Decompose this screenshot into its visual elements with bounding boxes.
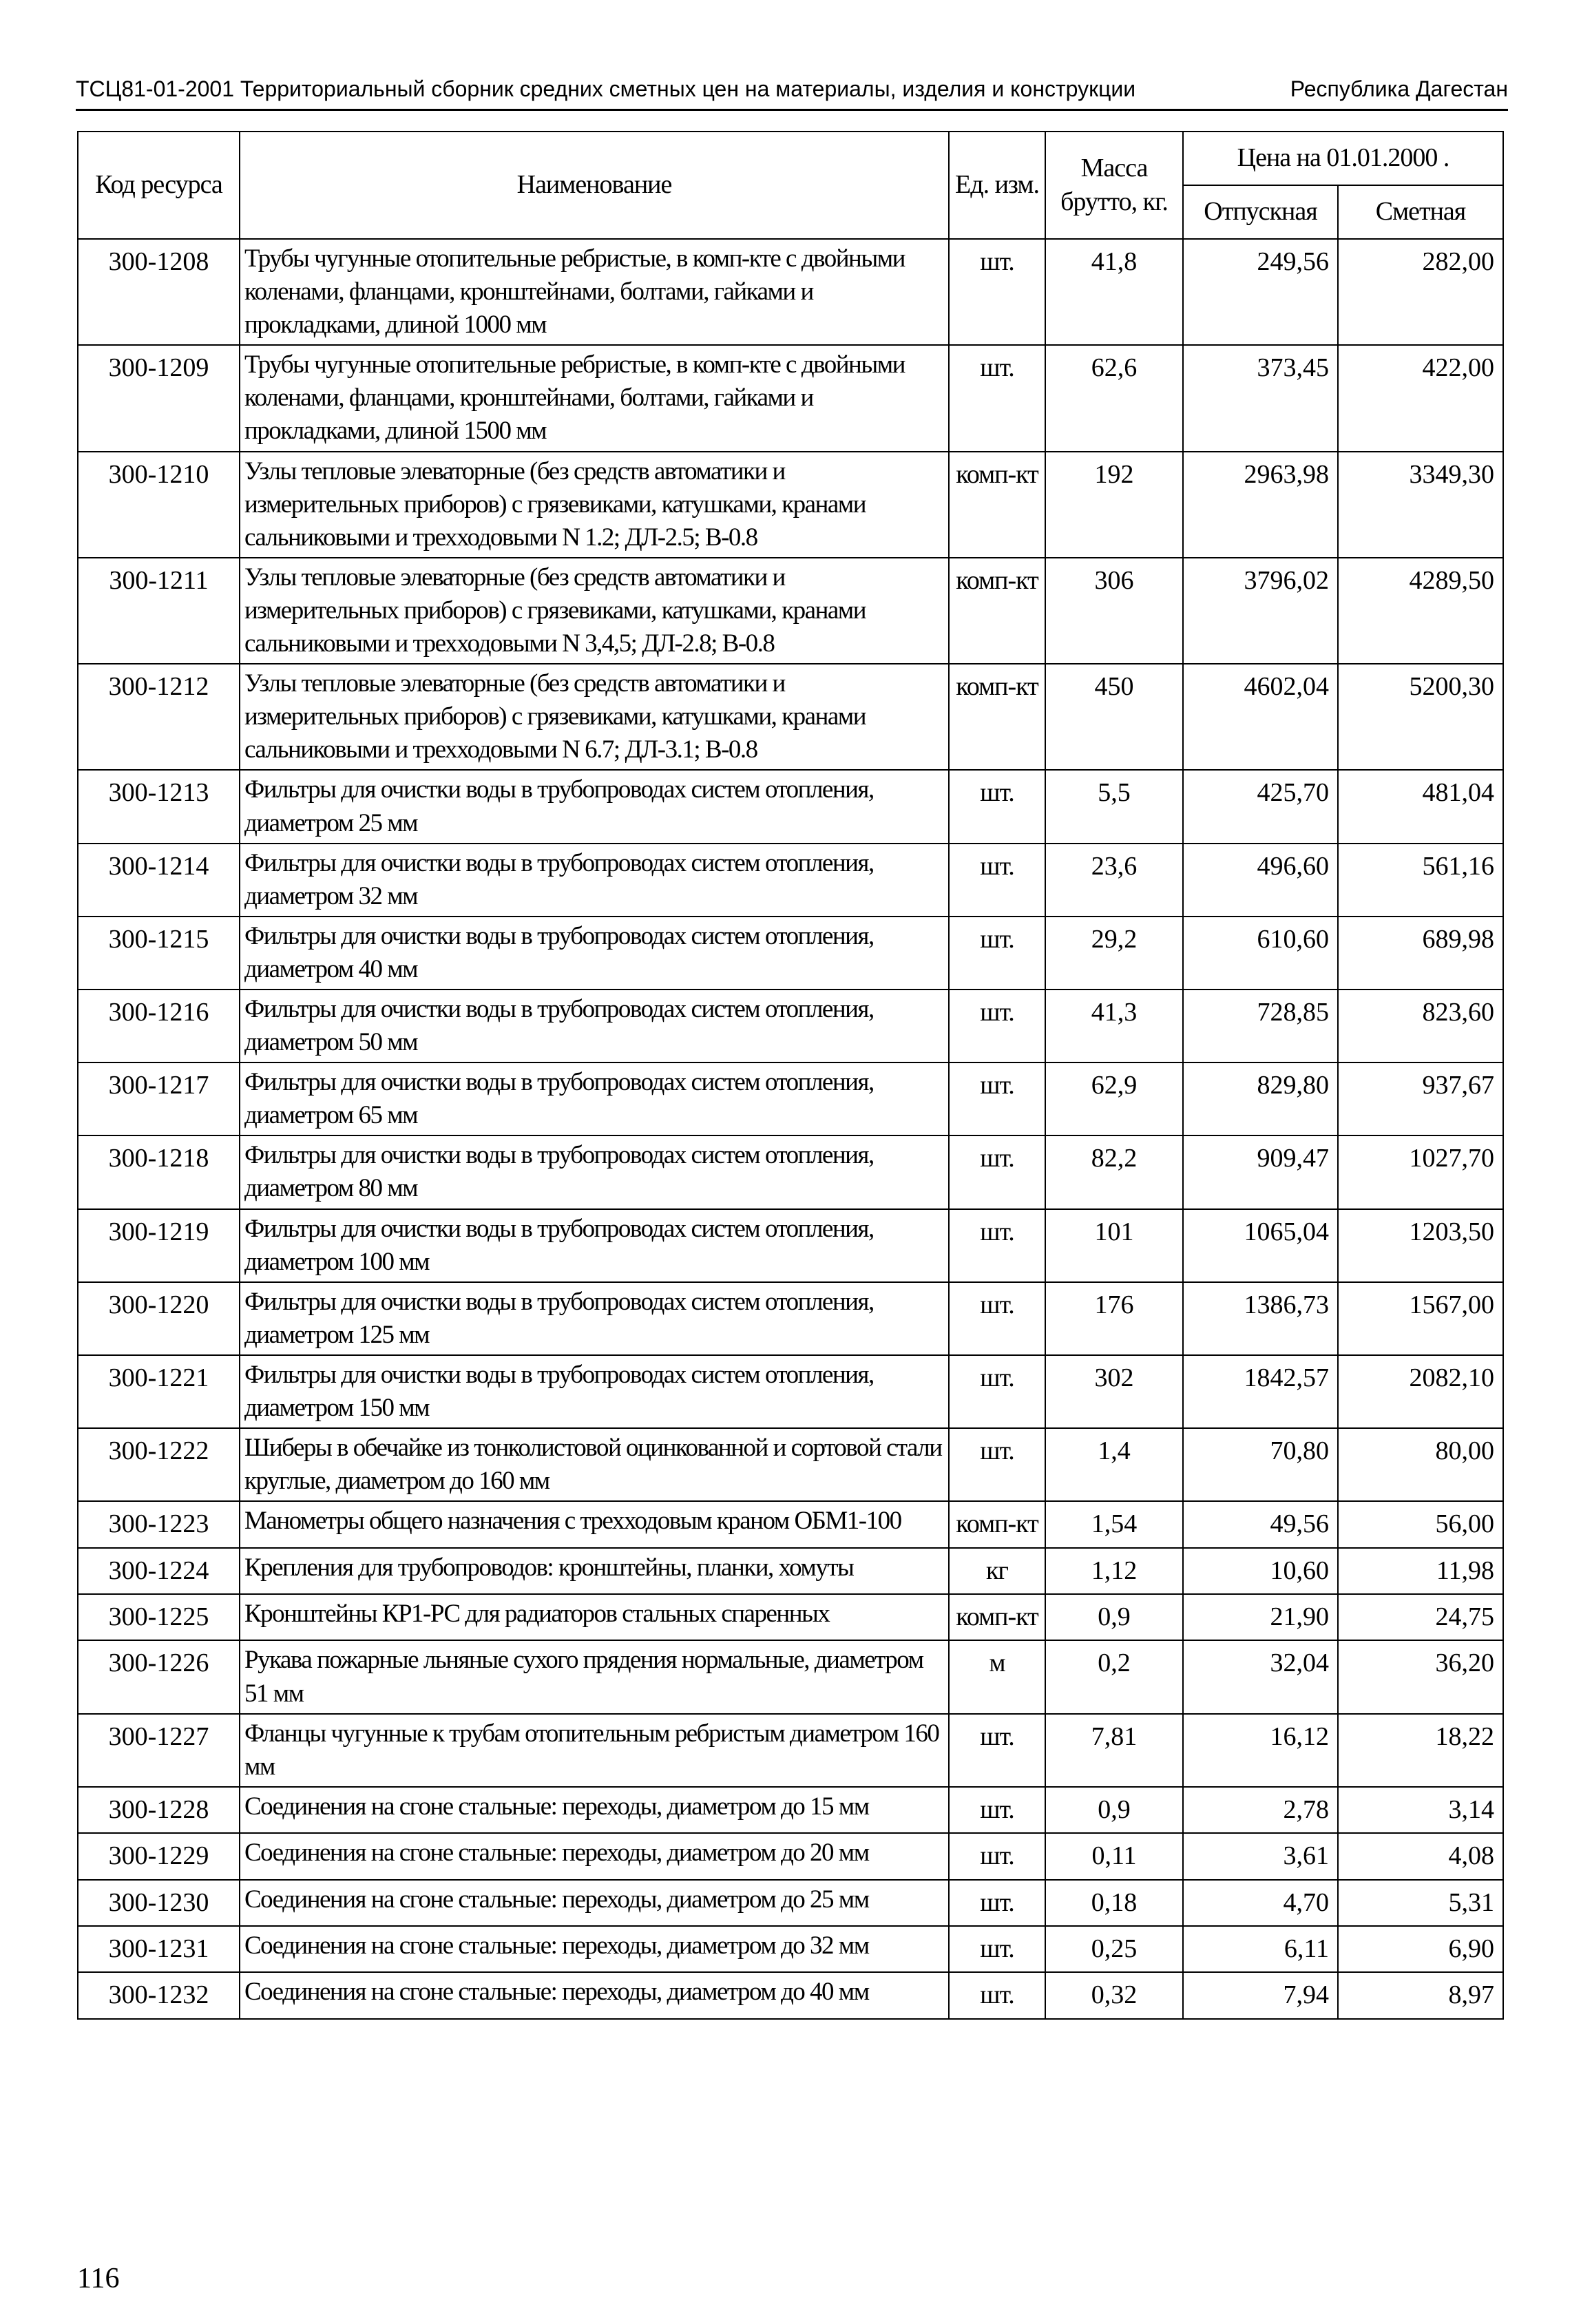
release-price: 21,90 [1183, 1594, 1338, 1640]
gross-mass: 0,18 [1045, 1880, 1183, 1926]
release-price: 496,60 [1183, 844, 1338, 917]
resource-code: 300-1231 [78, 1926, 240, 1972]
resource-code: 300-1208 [78, 239, 240, 345]
unit-of-measure: шт. [949, 1714, 1045, 1787]
release-price: 10,60 [1183, 1548, 1338, 1594]
table-row [78, 345, 1503, 451]
resource-code: 300-1221 [78, 1355, 240, 1428]
resource-name: Фильтры для очистки воды в трубопроводах систем отопления, диаметром 50 мм [240, 990, 949, 1062]
table-row [78, 1548, 1503, 1594]
unit-of-measure: кг [949, 1548, 1045, 1594]
resource-code: 300-1217 [78, 1062, 240, 1135]
gross-mass: 176 [1045, 1282, 1183, 1355]
resource-name: Трубы чугунные отопительные ребристые, в комп-кте с двойными коленами, фланцами, кронштейнами, болтами, гайками и прокладками, длиной 1000 мм [240, 239, 949, 345]
table-row [78, 1833, 1503, 1879]
table-row [78, 770, 1503, 843]
resource-code: 300-1212 [78, 664, 240, 770]
release-price: 425,70 [1183, 770, 1338, 843]
table-row [78, 917, 1503, 990]
estimate-price: 24,75 [1338, 1594, 1503, 1640]
unit-of-measure: комп-кт [949, 1501, 1045, 1547]
gross-mass: 0,9 [1045, 1594, 1183, 1640]
gross-mass: 5,5 [1045, 770, 1183, 843]
release-price: 829,80 [1183, 1062, 1338, 1135]
resource-code: 300-1227 [78, 1714, 240, 1787]
resource-name: Фильтры для очистки воды в трубопроводах систем отопления, диаметром 125 мм [240, 1282, 949, 1355]
header-mass: Масса брутто, кг. [1045, 132, 1183, 239]
resource-name: Фильтры для очистки воды в трубопроводах систем отопления, диаметром 100 мм [240, 1209, 949, 1282]
resource-name: Фильтры для очистки воды в трубопроводах систем отопления, диаметром 32 мм [240, 844, 949, 917]
resource-name: Фильтры для очистки воды в трубопроводах систем отопления, диаметром 150 мм [240, 1355, 949, 1428]
unit-of-measure: шт. [949, 239, 1045, 345]
estimate-price: 5200,30 [1338, 664, 1503, 770]
resource-code: 300-1224 [78, 1548, 240, 1594]
resource-code: 300-1219 [78, 1209, 240, 1282]
gross-mass: 82,2 [1045, 1135, 1183, 1208]
resource-code: 300-1222 [78, 1428, 240, 1501]
gross-mass: 0,25 [1045, 1926, 1183, 1972]
release-price: 7,94 [1183, 1972, 1338, 2018]
release-price: 3,61 [1183, 1833, 1338, 1879]
estimate-price: 8,97 [1338, 1972, 1503, 2018]
release-price: 16,12 [1183, 1714, 1338, 1787]
unit-of-measure: шт. [949, 1062, 1045, 1135]
resource-name: Соединения на сгоне стальные: переходы, диаметром до 15 мм [240, 1787, 949, 1833]
resource-name: Фланцы чугунные к трубам отопительным ребристым диаметром 160 мм [240, 1714, 949, 1787]
unit-of-measure: шт. [949, 770, 1045, 843]
resource-name: Узлы тепловые элеваторные (без средств автоматики и измерительных приборов) с грязевиками, катушками, кранами сальниковыми и трехходовыми N 6.7; ДЛ-3.1; В-0.8 [240, 664, 949, 770]
gross-mass: 101 [1045, 1209, 1183, 1282]
header-code: Код ресурса [78, 132, 240, 239]
unit-of-measure: шт. [949, 1880, 1045, 1926]
estimate-price: 1027,70 [1338, 1135, 1503, 1208]
resource-code: 300-1213 [78, 770, 240, 843]
unit-of-measure: м [949, 1640, 1045, 1713]
resource-code: 300-1210 [78, 452, 240, 558]
release-price: 4602,04 [1183, 664, 1338, 770]
table-row [78, 1594, 1503, 1640]
gross-mass: 1,54 [1045, 1501, 1183, 1547]
resource-code: 300-1214 [78, 844, 240, 917]
resource-name: Трубы чугунные отопительные ребристые, в комп-кте с двойными коленами, фланцами, кронштейнами, болтами, гайками и прокладками, длиной 1500 мм [240, 345, 949, 451]
document-title: ТСЦ81-01-2001 Территориальный сборник средних сметных цен на материалы, изделия и конструкции [76, 76, 1136, 101]
gross-mass: 41,3 [1045, 990, 1183, 1062]
table-row [78, 452, 1503, 558]
estimate-price: 80,00 [1338, 1428, 1503, 1501]
page-number: 116 [77, 2263, 120, 2294]
release-price: 70,80 [1183, 1428, 1338, 1501]
gross-mass: 7,81 [1045, 1714, 1183, 1787]
resource-code: 300-1229 [78, 1833, 240, 1879]
release-price: 373,45 [1183, 345, 1338, 451]
resource-name: Соединения на сгоне стальные: переходы, диаметром до 32 мм [240, 1926, 949, 1972]
resource-name: Шиберы в обечайке из тонколистовой оцинкованной и сортовой стали круглые, диаметром до 160 мм [240, 1428, 949, 1501]
resource-name: Фильтры для очистки воды в трубопроводах систем отопления, диаметром 80 мм [240, 1135, 949, 1208]
estimate-price: 11,98 [1338, 1548, 1503, 1594]
release-price: 1386,73 [1183, 1282, 1338, 1355]
unit-of-measure: комп-кт [949, 558, 1045, 664]
gross-mass: 41,8 [1045, 239, 1183, 345]
resource-code: 300-1223 [78, 1501, 240, 1547]
unit-of-measure: шт. [949, 1926, 1045, 1972]
gross-mass: 1,4 [1045, 1428, 1183, 1501]
resource-code: 300-1209 [78, 345, 240, 451]
unit-of-measure: шт. [949, 1833, 1045, 1879]
gross-mass: 0,11 [1045, 1833, 1183, 1879]
region-label: Республика Дагестан [1290, 76, 1508, 101]
table-row [78, 239, 1503, 345]
resource-code: 300-1216 [78, 990, 240, 1062]
gross-mass: 62,6 [1045, 345, 1183, 451]
unit-of-measure: шт. [949, 917, 1045, 990]
table-row [78, 1135, 1503, 1208]
resource-name: Узлы тепловые элеваторные (без средств автоматики и измерительных приборов) с грязевиками, катушками, кранами сальниковыми и трехходовыми N 3,4,5; ДЛ-2.8; В-0.8 [240, 558, 949, 664]
table-row [78, 558, 1503, 664]
price-table [77, 131, 1504, 2020]
resource-code: 300-1228 [78, 1787, 240, 1833]
gross-mass: 0,2 [1045, 1640, 1183, 1713]
table-row [78, 1355, 1503, 1428]
resource-name: Соединения на сгоне стальные: переходы, диаметром до 25 мм [240, 1880, 949, 1926]
gross-mass: 29,2 [1045, 917, 1183, 990]
release-price: 610,60 [1183, 917, 1338, 990]
estimate-price: 56,00 [1338, 1501, 1503, 1547]
estimate-price: 481,04 [1338, 770, 1503, 843]
estimate-price: 1203,50 [1338, 1209, 1503, 1282]
estimate-price: 5,31 [1338, 1880, 1503, 1926]
release-price: 2963,98 [1183, 452, 1338, 558]
table-row [78, 664, 1503, 770]
resource-name: Узлы тепловые элеваторные (без средств автоматики и измерительных приборов) с грязевиками, катушками, кранами сальниковыми и трехходовыми N 1.2; ДЛ-2.5; В-0.8 [240, 452, 949, 558]
table-row [78, 1926, 1503, 1972]
release-price: 2,78 [1183, 1787, 1338, 1833]
header-release-price: Отпускная [1183, 185, 1338, 239]
gross-mass: 450 [1045, 664, 1183, 770]
estimate-price: 36,20 [1338, 1640, 1503, 1713]
gross-mass: 0,9 [1045, 1787, 1183, 1833]
release-price: 3796,02 [1183, 558, 1338, 664]
unit-of-measure: шт. [949, 1428, 1045, 1501]
unit-of-measure: комп-кт [949, 452, 1045, 558]
table-row [78, 1209, 1503, 1282]
estimate-price: 689,98 [1338, 917, 1503, 990]
gross-mass: 62,9 [1045, 1062, 1183, 1135]
unit-of-measure: шт. [949, 345, 1045, 451]
estimate-price: 6,90 [1338, 1926, 1503, 1972]
table-row [78, 844, 1503, 917]
resource-code: 300-1225 [78, 1594, 240, 1640]
resource-name: Крепления для трубопроводов: кронштейны, планки, хомуты [240, 1548, 949, 1594]
release-price: 49,56 [1183, 1501, 1338, 1547]
resource-name: Фильтры для очистки воды в трубопроводах систем отопления, диаметром 25 мм [240, 770, 949, 843]
release-price: 6,11 [1183, 1926, 1338, 1972]
table-row [78, 1062, 1503, 1135]
estimate-price: 1567,00 [1338, 1282, 1503, 1355]
unit-of-measure: комп-кт [949, 664, 1045, 770]
table-row [78, 1787, 1503, 1833]
resource-code: 300-1226 [78, 1640, 240, 1713]
gross-mass: 302 [1045, 1355, 1183, 1428]
resource-code: 300-1232 [78, 1972, 240, 2018]
table-row [78, 1714, 1503, 1787]
table-row [78, 1282, 1503, 1355]
table-row [78, 990, 1503, 1062]
resource-code: 300-1220 [78, 1282, 240, 1355]
release-price: 249,56 [1183, 239, 1338, 345]
estimate-price: 422,00 [1338, 345, 1503, 451]
resource-code: 300-1230 [78, 1880, 240, 1926]
resource-code: 300-1215 [78, 917, 240, 990]
resource-name: Кронштейны КР1-РС для радиаторов стальных спаренных [240, 1594, 949, 1640]
unit-of-measure: шт. [949, 1282, 1045, 1355]
unit-of-measure: шт. [949, 990, 1045, 1062]
resource-name: Соединения на сгоне стальные: переходы, диаметром до 20 мм [240, 1833, 949, 1879]
header-name: Наименование [240, 132, 949, 239]
table-row [78, 1640, 1503, 1713]
table-row [78, 1428, 1503, 1501]
unit-of-measure: шт. [949, 1972, 1045, 2018]
estimate-price: 4,08 [1338, 1833, 1503, 1879]
estimate-price: 823,60 [1338, 990, 1503, 1062]
unit-of-measure: шт. [949, 1209, 1045, 1282]
unit-of-measure: шт. [949, 1135, 1045, 1208]
table-header [78, 132, 1503, 239]
estimate-price: 3,14 [1338, 1787, 1503, 1833]
estimate-price: 282,00 [1338, 239, 1503, 345]
estimate-price: 2082,10 [1338, 1355, 1503, 1428]
unit-of-measure: шт. [949, 1355, 1045, 1428]
release-price: 728,85 [1183, 990, 1338, 1062]
resource-name: Рукава пожарные льняные сухого прядения нормальные, диаметром 51 мм [240, 1640, 949, 1713]
table-row [78, 1501, 1503, 1547]
header-estimate-price: Сметная [1338, 185, 1503, 239]
release-price: 909,47 [1183, 1135, 1338, 1208]
estimate-price: 4289,50 [1338, 558, 1503, 664]
gross-mass: 1,12 [1045, 1548, 1183, 1594]
release-price: 1065,04 [1183, 1209, 1338, 1282]
header-price-group: Цена на 01.01.2000 . [1183, 132, 1503, 185]
resource-code: 300-1211 [78, 558, 240, 664]
release-price: 32,04 [1183, 1640, 1338, 1713]
table-body [78, 239, 1503, 2019]
unit-of-measure: шт. [949, 844, 1045, 917]
table-row [78, 1972, 1503, 2018]
resource-name: Фильтры для очистки воды в трубопроводах систем отопления, диаметром 65 мм [240, 1062, 949, 1135]
resource-name: Фильтры для очистки воды в трубопроводах систем отопления, диаметром 40 мм [240, 917, 949, 990]
estimate-price: 18,22 [1338, 1714, 1503, 1787]
gross-mass: 192 [1045, 452, 1183, 558]
estimate-price: 937,67 [1338, 1062, 1503, 1135]
gross-mass: 23,6 [1045, 844, 1183, 917]
unit-of-measure: шт. [949, 1787, 1045, 1833]
header-divider [76, 109, 1508, 111]
table-row [78, 1880, 1503, 1926]
estimate-price: 3349,30 [1338, 452, 1503, 558]
resource-name: Соединения на сгоне стальные: переходы, диаметром до 40 мм [240, 1972, 949, 2018]
unit-of-measure: комп-кт [949, 1594, 1045, 1640]
resource-code: 300-1218 [78, 1135, 240, 1208]
gross-mass: 0,32 [1045, 1972, 1183, 2018]
header-unit: Ед. изм. [949, 132, 1045, 239]
gross-mass: 306 [1045, 558, 1183, 664]
page-header [76, 63, 1508, 102]
release-price: 4,70 [1183, 1880, 1338, 1926]
release-price: 1842,57 [1183, 1355, 1338, 1428]
resource-name: Манометры общего назначения с трехходовым краном ОБМ1-100 [240, 1501, 949, 1547]
estimate-price: 561,16 [1338, 844, 1503, 917]
